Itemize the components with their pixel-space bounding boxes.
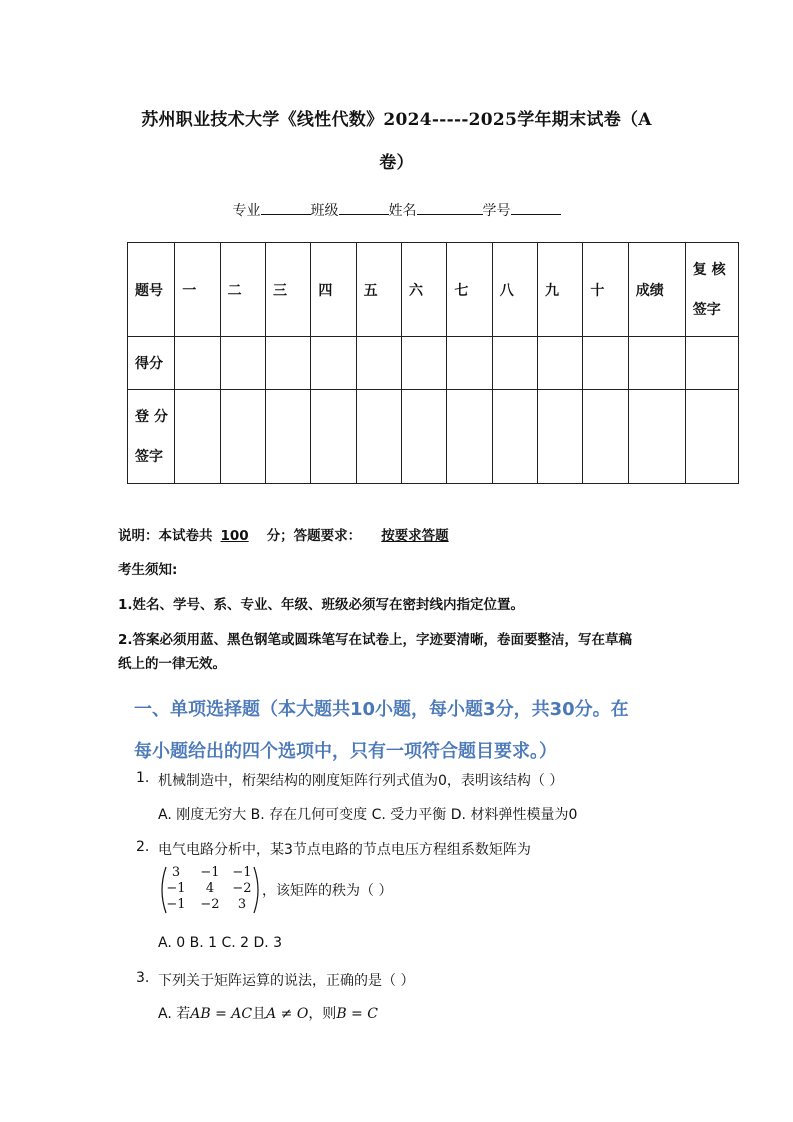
table-header-cell: 三 [265, 243, 310, 337]
option-a-prefix: A. 若 [158, 1006, 191, 1022]
signature-line1: 登 分 [135, 408, 168, 425]
question-1-text: 机械制造中，桁架结构的刚度矩阵行列式值为0，表明该结构（ ） [158, 773, 564, 789]
class-label: 班级 [310, 203, 339, 219]
signature-cell[interactable] [538, 390, 583, 484]
table-header-cell: 成绩 [628, 243, 685, 337]
student-info-line [0, 200, 793, 220]
signature-cell[interactable] [402, 390, 447, 484]
student-id-blank[interactable] [511, 200, 561, 215]
table-header-cell: 九 [538, 243, 583, 337]
score-cell[interactable] [265, 337, 310, 390]
score-cell[interactable] [492, 337, 537, 390]
review-signature-header [685, 243, 738, 337]
question-2-text-after: ，该矩阵的秩为（ ） [262, 883, 393, 899]
major-label: 专业 [232, 203, 261, 219]
option-a-comma: ，则 [308, 1006, 337, 1022]
question-3-text: 下列关于矩阵运算的说法，正确的是（ ） [158, 973, 415, 989]
score-table [127, 242, 739, 484]
table-header-cell: 四 [311, 243, 356, 337]
score-cell[interactable] [685, 337, 738, 390]
name-label: 姓名 [388, 203, 417, 219]
score-cell[interactable] [628, 337, 685, 390]
matrix-entry: −1 [200, 865, 220, 880]
matrix-entry: 3 [171, 865, 181, 880]
review-line2: 签字 [692, 301, 721, 318]
question-2-number: 2. [136, 839, 150, 855]
coefficient-matrix [158, 865, 262, 915]
score-cell[interactable] [447, 337, 492, 390]
exam-title-line2: 卷） [379, 153, 414, 173]
table-header-cell: 二 [220, 243, 265, 337]
note-prefix: 说明：本试卷共 [118, 528, 213, 544]
table-header-cell: 十 [583, 243, 628, 337]
question-2-options: A. 0 B. 1 C. 2 D. 3 [158, 935, 283, 951]
question-2-text: 电气电路分析中，某3节点电路的节点电压方程组系数矩阵为 [158, 842, 531, 858]
question-1-options: A. 刚度无穷大 B. 存在几何可变度 C. 受力平衡 D. 材料弹性模量为0 [158, 807, 578, 823]
notice-rule-1: 1.姓名、学号、系、专业、年级、班级必须写在密封线内指定位置。 [118, 597, 525, 613]
review-line1: 复 核 [692, 261, 726, 278]
score-cell[interactable] [583, 337, 628, 390]
score-cell[interactable] [402, 337, 447, 390]
question-3-number: 3. [136, 970, 150, 986]
table-header-cell: 一 [175, 243, 220, 337]
question-number-row [128, 243, 739, 337]
table-header-cell: 题号 [128, 243, 175, 337]
matrix-entry: −1 [232, 865, 252, 880]
matrix-entry: −1 [166, 897, 186, 912]
table-header-cell: 七 [447, 243, 492, 337]
matrix-entry: 4 [205, 881, 215, 896]
score-cell[interactable] [538, 337, 583, 390]
class-blank[interactable] [339, 200, 389, 215]
signature-cell[interactable] [175, 390, 220, 484]
signature-cell[interactable] [492, 390, 537, 484]
signature-line2: 签字 [135, 448, 163, 465]
signature-cell[interactable] [628, 390, 685, 484]
notice-rule-2-line2: 纸上的一律无效。 [118, 656, 226, 672]
note-mid: 分；答题要求： [266, 528, 362, 544]
section-heading-line2: 每小题给出的四个选项中，只有一项符合题目要求。） [134, 741, 557, 762]
matrix-entry: −2 [232, 881, 252, 896]
signature-cell[interactable] [583, 390, 628, 484]
answer-requirement: 按要求答题 [381, 528, 449, 544]
table-header-cell: 八 [492, 243, 537, 337]
signature-cell[interactable] [220, 390, 265, 484]
signature-row-label [128, 390, 175, 484]
name-blank[interactable] [417, 200, 483, 215]
score-cell[interactable] [311, 337, 356, 390]
total-score: 100 [220, 528, 249, 544]
signature-cell[interactable] [685, 390, 738, 484]
matrix-entry: −2 [200, 897, 220, 912]
signature-row [128, 390, 739, 484]
score-cell[interactable] [220, 337, 265, 390]
score-row-label: 得分 [128, 337, 175, 390]
signature-cell[interactable] [356, 390, 401, 484]
option-a-expr2: A ≠ O [266, 1006, 309, 1022]
score-cell[interactable] [356, 337, 401, 390]
question-3-option-a [158, 1003, 378, 1023]
question-1-number: 1. [136, 770, 150, 786]
notice-title: 考生须知: [118, 562, 178, 578]
option-a-expr1: AB = AC [190, 1006, 253, 1022]
major-blank[interactable] [261, 200, 311, 215]
signature-cell[interactable] [311, 390, 356, 484]
exam-note [118, 524, 515, 544]
table-header-cell: 五 [356, 243, 401, 337]
notice-rule-2-line1: 2.答案必须用蓝、黑色钢笔或圆珠笔写在试卷上，字迹要清晰，卷面要整洁，写在草稿 [118, 632, 633, 648]
score-cell[interactable] [175, 337, 220, 390]
signature-cell[interactable] [447, 390, 492, 484]
option-a-mid: 且 [252, 1006, 267, 1022]
score-row [128, 337, 739, 390]
section-heading-line1: 一、单项选择题（本大题共10小题，每小题3分，共30分。在 [134, 699, 629, 720]
student-id-label: 学号 [482, 203, 511, 219]
option-a-expr3: B = C [336, 1006, 378, 1022]
exam-title-line1: 苏州职业技术大学《线性代数》2024-----2025学年期末试卷（A [141, 110, 652, 130]
signature-cell[interactable] [265, 390, 310, 484]
table-header-cell: 六 [402, 243, 447, 337]
matrix-entry: 3 [237, 897, 247, 912]
matrix-entry: −1 [166, 881, 186, 896]
